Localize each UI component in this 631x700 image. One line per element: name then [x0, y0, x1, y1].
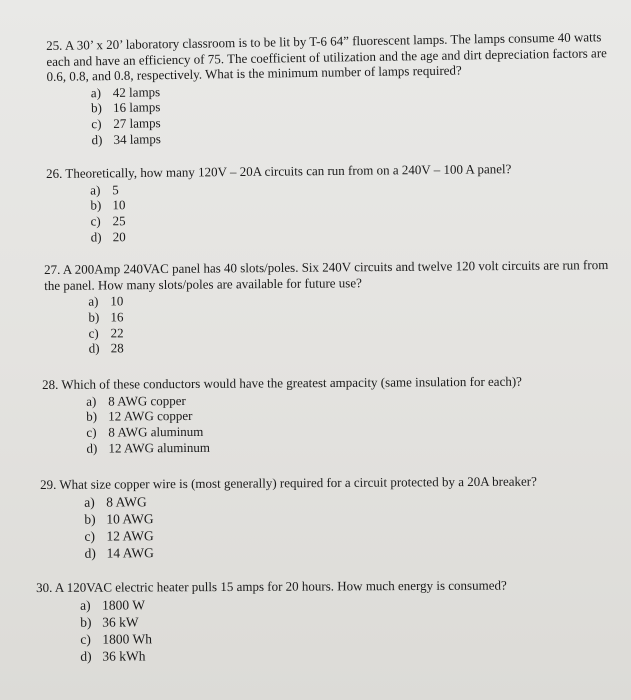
option-b: b) 10 AWG	[84, 510, 154, 527]
question-27	[44, 257, 625, 357]
question-stem: 25. A 30’ x 20’ laboratory classroom is to be lit by T-6 64” fluorescent lamps. The lamps consume 40 watts each and have an efficiency of 75. The coefficient of utilization and the age and dirt depreciation factors are 0.6, 0.8, and 0.8, respectively. What is the minimum number of lamps required?	[46, 29, 607, 84]
answer-options	[80, 593, 616, 664]
option-c: c) 12 AWG	[84, 527, 154, 544]
option-b: b) 12 AWG copper	[86, 408, 193, 424]
option-c: c) 1800 Wh	[80, 630, 152, 647]
option-a: a) 1800 W	[80, 596, 146, 613]
option-a: a) 8 AWG copper	[86, 392, 186, 409]
question-28	[42, 373, 623, 457]
option-b: b) 36 kW	[80, 613, 139, 630]
option-c: c) 25	[90, 213, 126, 229]
option-a: a) 5	[90, 181, 119, 198]
question-stem: 28. Which of these conductors would have the greatest ampacity (same insulation for each)?	[42, 373, 522, 392]
question-29	[40, 473, 621, 562]
answer-options	[84, 489, 620, 561]
option-c: c) 27 lamps	[91, 115, 161, 132]
question-25	[46, 29, 628, 149]
question-26	[46, 160, 627, 246]
option-b: b) 10	[90, 197, 126, 213]
question-stem: 26. Theoretically, how many 120V – 20A circuits can run from on a 240V – 100 A panel?	[46, 161, 512, 181]
question-30	[36, 577, 616, 665]
question-stem: 29. What size copper wire is (most generally) required for a circuit protected by a 20A breaker?	[40, 473, 537, 492]
question-stem: 30. A 120VAC electric heater pulls 15 amps for 20 hours. How much energy is consumed?	[36, 577, 507, 595]
option-a: a) 10	[88, 293, 124, 309]
question-stem: 27. A 200Amp 240VAC panel has 40 slots/poles. Six 240V circuits and twelve 120 volt circuits are run from the panel. How many slots/poles are available for future use?	[44, 257, 609, 293]
option-c: c) 8 AWG aluminum	[86, 423, 204, 440]
option-d: d) 14 AWG	[84, 544, 154, 561]
option-a: a) 42 lamps	[90, 83, 161, 100]
option-d: d) 28	[88, 340, 124, 357]
answer-options	[91, 76, 628, 148]
answer-options	[86, 389, 622, 456]
option-d: d) 34 lamps	[91, 131, 162, 148]
option-c: c) 22	[88, 324, 124, 341]
option-d: d) 36 kWh	[80, 647, 146, 664]
option-d: d) 20	[90, 229, 126, 245]
option-d: d) 12 AWG aluminum	[86, 439, 211, 456]
answer-options	[88, 289, 625, 357]
option-b: b) 16	[88, 309, 124, 325]
answer-options	[90, 176, 627, 245]
option-b: b) 16 lamps	[90, 99, 161, 116]
option-a: a) 8 AWG	[84, 493, 147, 510]
